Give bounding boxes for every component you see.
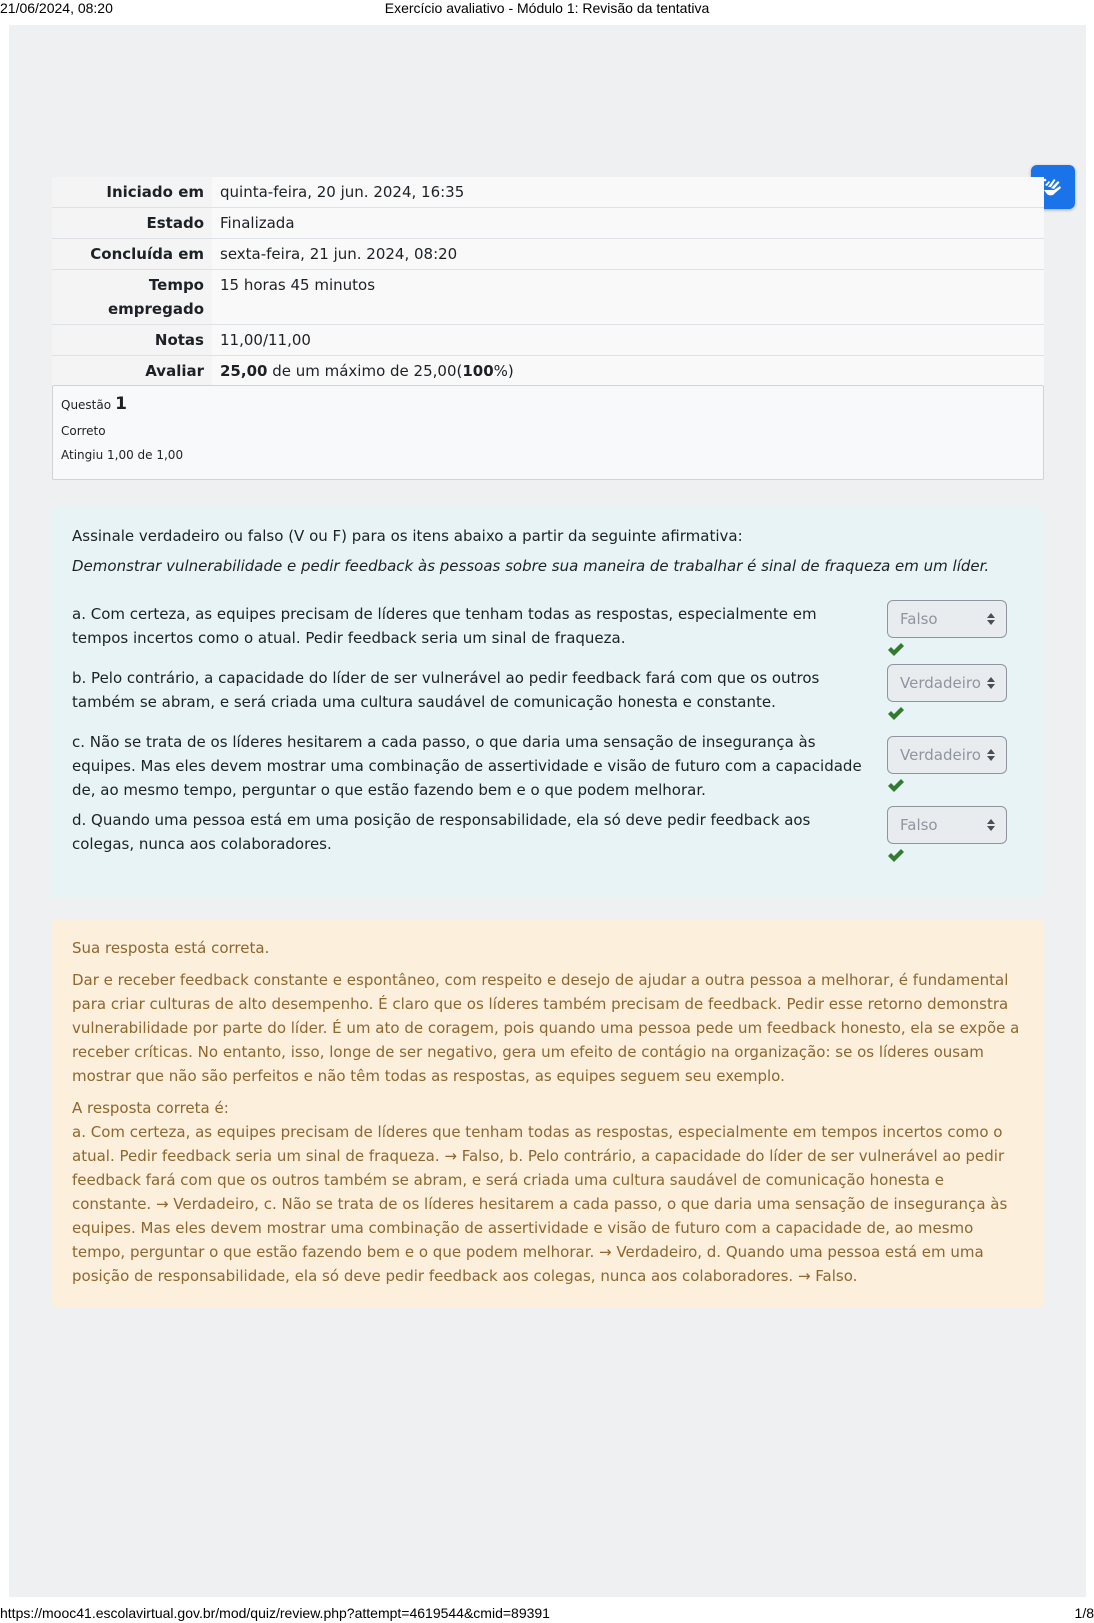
grade-middle: de um máximo de 25,00( [267, 362, 463, 380]
question-status: Correto [61, 424, 106, 438]
question-statement: Demonstrar vulnerabilidade e pedir feedback às pessoas sobre sua maneira de trabalhar é sinal de fraqueza em um líder. [72, 557, 990, 575]
check-icon [887, 778, 905, 794]
answer-item-d [72, 808, 1024, 856]
summary-row-time-taken [52, 269, 1044, 324]
print-page-number: 1/8 [1074, 1605, 1094, 1621]
summary-label: Iniciado em [52, 177, 212, 207]
check-icon [887, 706, 905, 722]
sort-arrows-icon [986, 817, 996, 833]
answer-select[interactable] [887, 736, 1007, 774]
summary-value: sexta-feira, 21 jun. 2024, 08:20 [212, 239, 1044, 269]
answer-select[interactable] [887, 806, 1007, 844]
feedback-general: Dar e receber feedback constante e espontâneo, com respeito e desejo de ajudar a outra pessoa a melhorar, é fundamental para criar culturas de alto desempenho. É claro que os líderes também precisam de feedback. Pedir esse retorno demonstra vulnerabilidade por parte do líder. É um ato de coragem, pois quando uma pessoa pede um feedback honesto, ela se expõe a receber críticas. No entanto, isso, longe de ser negativo, gera um efeito de contágio na organização: se os líderes ousam mostrar que não são perfeitos e não têm todas as respostas, as equipes seguem seu exemplo. [72, 971, 1020, 1085]
summary-label: Concluída em [52, 239, 212, 269]
grade-end: %) [493, 362, 514, 380]
summary-value: Finalizada [212, 208, 1044, 238]
answer-item-b [72, 666, 1024, 714]
check-icon [887, 848, 905, 864]
summary-row-marks [52, 324, 1044, 355]
summary-value: 11,00/11,00 [212, 325, 1044, 355]
summary-row-started [52, 177, 1044, 207]
right-answer-label: A resposta correta é: [72, 1099, 229, 1117]
answer-select-value: Falso [900, 816, 938, 834]
print-datetime: 21/06/2024, 08:20 [0, 0, 113, 16]
question-number-value: 1 [115, 394, 127, 414]
question-mark: Atingiu 1,00 de 1,00 [61, 448, 184, 462]
print-title: Exercício avaliativo - Módulo 1: Revisão da tentativa [384, 0, 710, 16]
summary-row-completed [52, 238, 1044, 269]
answer-item-text: a. Com certeza, as equipes precisam de líderes que tenham todas as respostas, especialmente em tempos incertos como o atual. Pedir feedback seria um sinal de fraqueza. [72, 605, 817, 647]
answer-select-value: Falso [900, 610, 938, 628]
print-header [0, 0, 1094, 22]
answer-select-value: Verdadeiro [900, 746, 981, 764]
feedback-status: Sua resposta está correta. [72, 939, 270, 957]
sort-arrows-icon [986, 611, 996, 627]
summary-row-grade [52, 355, 1044, 386]
summary-label: Tempo empregado [52, 270, 212, 324]
answer-select[interactable] [887, 664, 1007, 702]
question-formulation [52, 508, 1044, 898]
summary-label: Estado [52, 208, 212, 238]
answer-select[interactable] [887, 600, 1007, 638]
check-icon [887, 642, 905, 658]
sort-arrows-icon [986, 675, 996, 691]
summary-value: 15 horas 45 minutos [212, 270, 1044, 324]
answer-item-text: d. Quando uma pessoa está em uma posição de responsabilidade, ela só deve pedir feedback aos colegas, nunca aos colaboradores. [72, 811, 811, 853]
grade-score: 25,00 [220, 362, 268, 380]
summary-value: quinta-feira, 20 jun. 2024, 16:35 [212, 177, 1044, 207]
question-info [52, 385, 1044, 480]
summary-grade-value [212, 356, 1044, 386]
summary-label: Avaliar [52, 356, 212, 386]
print-url: https://mooc41.escolavirtual.gov.br/mod/quiz/review.php?attempt=4619544&cmid=89391 [0, 1605, 550, 1621]
question-feedback [52, 920, 1044, 1307]
answer-item-c [72, 730, 1024, 802]
question-prefix: Questão [61, 398, 112, 412]
answer-item-text: c. Não se trata de os líderes hesitarem a cada passo, o que daria uma sensação de insegurança às equipes. Mas eles devem mostrar uma combinação de assertividade e visão de futuro com a capacidade de, ao mesmo tempo, perguntar o que estão fazendo bem e o que podem melhorar. [72, 733, 862, 799]
answer-item-a [72, 602, 1024, 650]
question-intro: Assinale verdadeiro ou falso (V ou F) para os itens abaixo a partir da seguinte afirmativa: [72, 527, 743, 545]
print-footer [0, 1601, 1094, 1623]
question-number [61, 394, 1035, 414]
summary-label: Notas [52, 325, 212, 355]
sort-arrows-icon [986, 747, 996, 763]
answer-select-value: Verdadeiro [900, 674, 981, 692]
attempt-summary-table [52, 177, 1044, 386]
answer-item-text: b. Pelo contrário, a capacidade do líder de ser vulnerável ao pedir feedback fará com que os outros também se abram, e será criada uma cultura saudável de comunicação honesta e constante. [72, 669, 820, 711]
grade-percent: 100 [462, 362, 494, 380]
right-answer-text: a. Com certeza, as equipes precisam de líderes que tenham todas as respostas, especialmente em tempos incertos como o atual. Pedir feedback seria um sinal de fraqueza. → Falso, b. Pelo contrário, a capacidade do líder de ser vulnerável ao pedir feedback fará com que os outros também se abram, e será criada uma cultura saudável de comunicação honesta e constante. → Verdadeiro, c. Não se trata de os líderes hesitarem a cada passo, o que daria uma sensação de insegurança às equipes. Mas eles devem mostrar uma combinação de assertividade e visão de futuro com a capacidade de, ao mesmo tempo, perguntar o que estão fazendo bem e o que podem melhorar. → Verdadeiro, d. Quando uma pessoa está em uma posição de responsabilidade, ela só deve pedir feedback aos colegas, nunca aos colaboradores. → Falso. [72, 1123, 1008, 1285]
summary-row-state [52, 207, 1044, 238]
